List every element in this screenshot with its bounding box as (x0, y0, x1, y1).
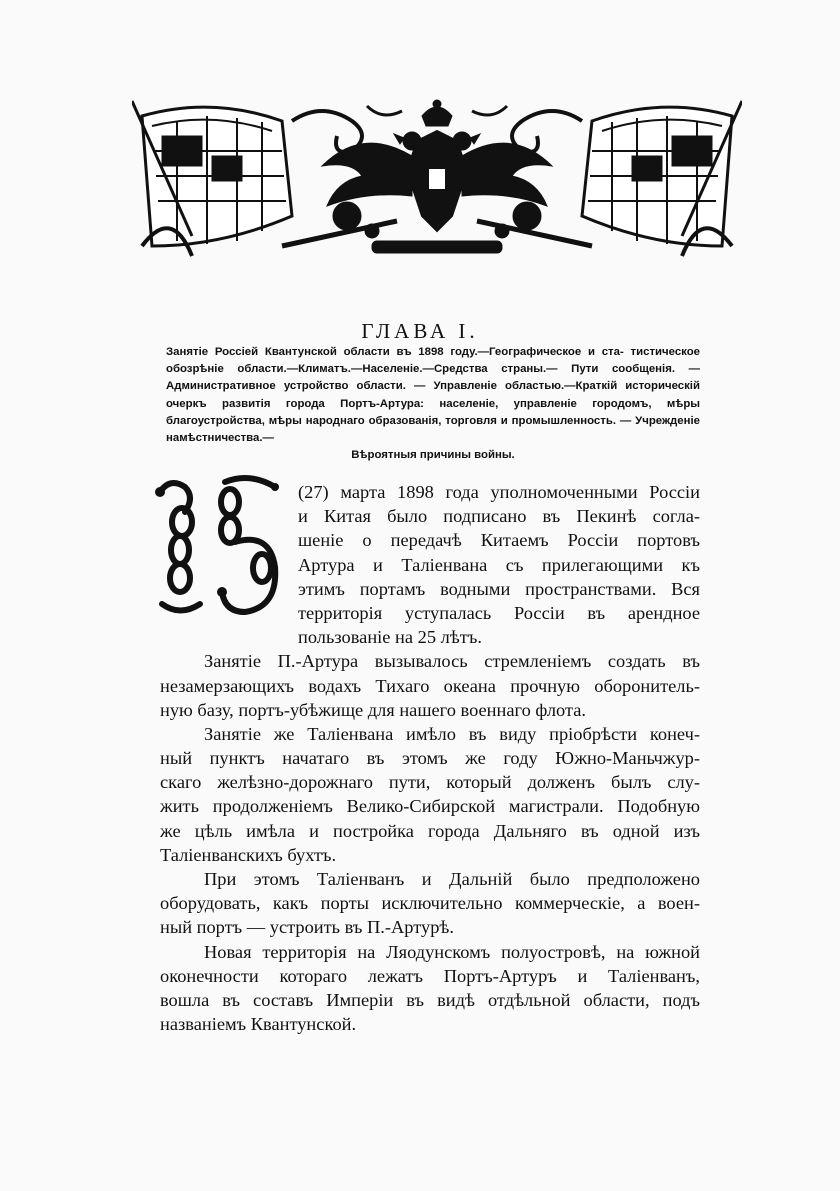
summary-line: Занятіе Россіей Квантунской области въ 1898 году.—Географическое и ста- (166, 346, 624, 358)
body-line: незамерзающихъ водахъ Тихаго океана прочную оборонитель- (160, 675, 700, 696)
body-line: жить продолженіемъ Велико-Сибирской магистрали. Подобную (160, 796, 700, 817)
body-line: Новая территорія на Ляодунскомъ полуостровѣ, на южной (204, 941, 700, 962)
body-line: ную базу, портъ-убѣжище для нашего военнаго флота. (160, 699, 587, 720)
body-line: названіемъ Квантунской. (160, 1014, 357, 1035)
body-line: и Китая было подписано въ Пекинѣ согла- (298, 506, 700, 527)
body-line: пользованіе на 25 лѣтъ. (298, 627, 482, 648)
body-line: шеніе о передачѣ Китаемъ Россіи портовъ (298, 530, 700, 551)
body-line: ный пунктъ начатаго въ этомъ же году Южно-Маньчжур- (160, 748, 700, 769)
summary-line: тистическое обозрѣніе области.—Климатъ.—Населеніе.—Средства страны.— (166, 346, 701, 376)
body-line: Занятіе же Таліенвана имѣло въ виду пріобрѣсти конеч- (204, 723, 700, 744)
summary-line: образованія, торговля и промышленность. — Учрежденіе намѣстничества.— (166, 414, 701, 445)
body-line: Таліенванскихъ бухтъ. (160, 844, 337, 865)
body-line: (27) марта 1898 года уполномоченными Россіи (298, 482, 700, 502)
body-line: оборудовать, какъ порты исключительно коммерческіе, а воен- (160, 893, 700, 914)
body-line: ный портъ — устроить въ П.-Артурѣ. (160, 917, 454, 938)
body-line: Занятіе П.-Артура вызывалось стремленіемъ создать въ (204, 651, 700, 672)
summary-line: Пути сообщенія. — Административное устройство области. — Управленіе (166, 363, 700, 393)
body-line: оконечности котораго лежатъ Портъ-Артуръ и Таліенванъ, (160, 965, 700, 986)
chapter-summary (166, 344, 700, 464)
chapter-title: ГЛАВА I. (361, 319, 479, 344)
summary-line: Вѣроятныя причины войны. (351, 449, 515, 462)
summary-line: населеніе, управленіе городомъ, мѣры благоустройства, мѣры народнаго (166, 397, 701, 427)
body-line: скаго желѣзно-дорожнаго пути, который долженъ былъ слу- (160, 772, 700, 793)
body-line: этимъ портамъ водными пространствами. Вся (298, 578, 700, 599)
body-line: территорія уступалась Россіи въ арендное (298, 602, 700, 623)
body-line: При этомъ Таліенванъ и Дальній было предположено (204, 869, 700, 889)
body-line: же цѣль имѣла и постройка города Дальняго въ одной изъ (160, 820, 700, 841)
summary-line: областью.—Краткій историческій очеркъ развитія города Портъ-Артура: (166, 380, 700, 410)
body-line: вошла въ составъ Имперіи въ видѣ отдѣльной области, подъ (160, 989, 700, 1010)
body-line: Артура и Таліенвана съ прилегающими къ (298, 554, 700, 575)
eagle-headpiece-ornament (132, 96, 742, 266)
chapter-body (160, 480, 700, 1036)
